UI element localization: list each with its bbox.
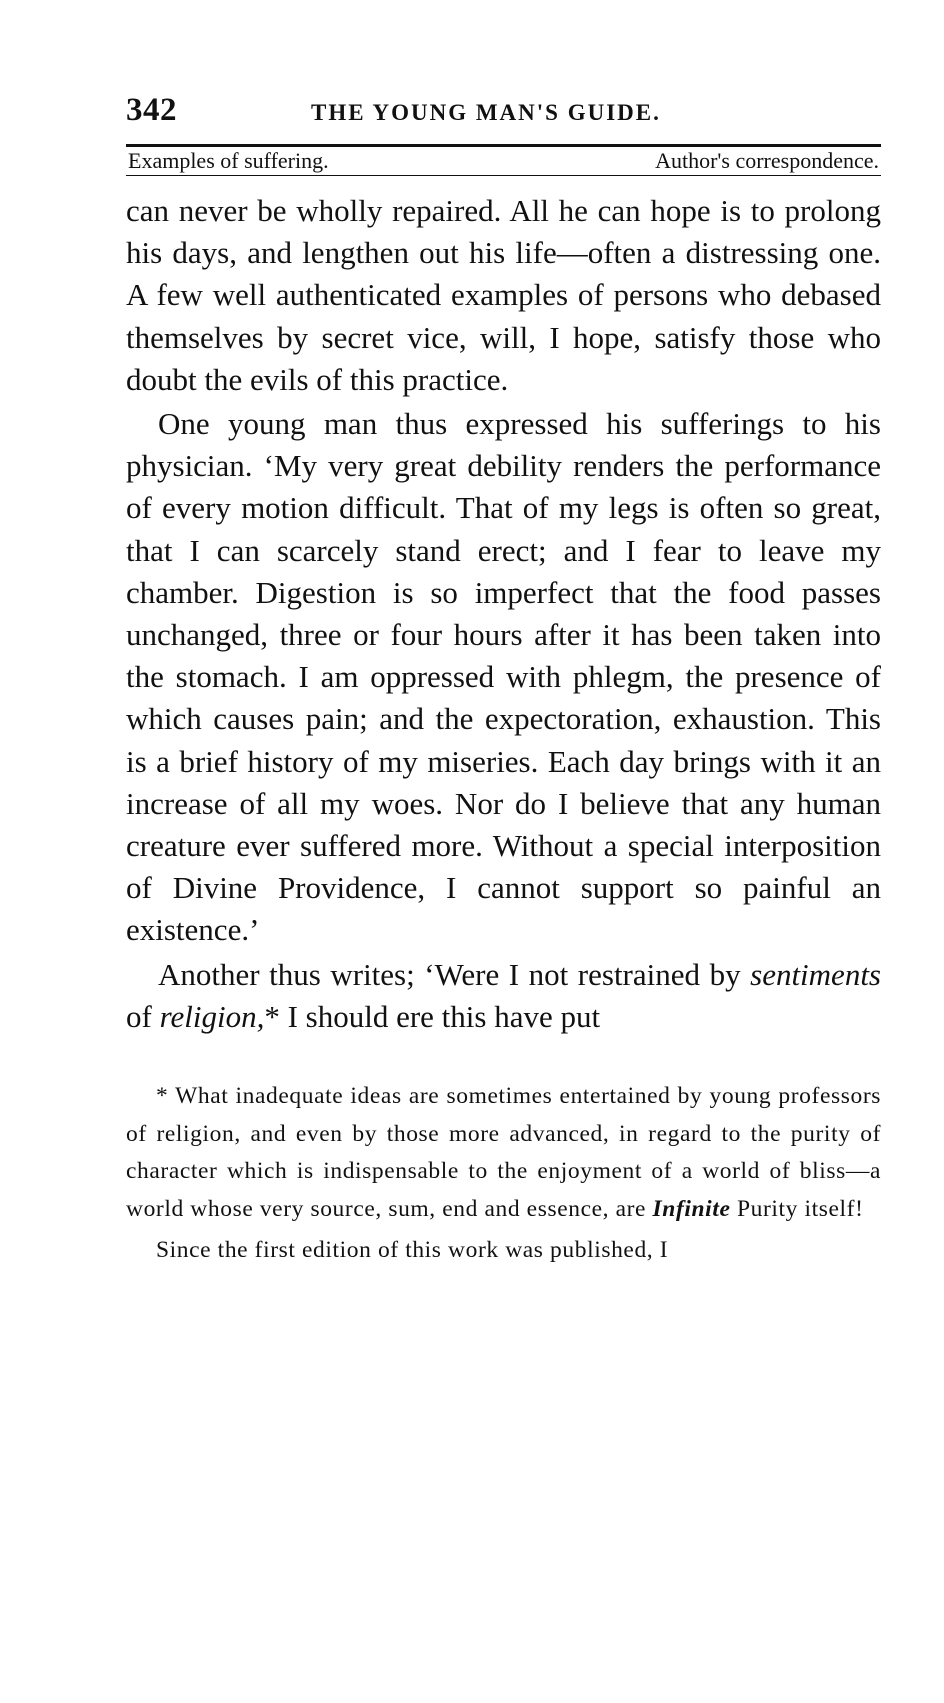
- subhead-left: Examples of suffering.: [128, 148, 329, 173]
- subhead-rule: [126, 175, 881, 176]
- paragraph-3-start: Another thus writes; ‘Were I not restrained by: [158, 956, 751, 992]
- emphasis-religion: religion,: [159, 998, 265, 1034]
- page-number: 342: [126, 92, 177, 128]
- body-text: [126, 190, 881, 1038]
- footnote-1-start: * What inadequate ideas are sometimes entertained by young professors of religion, and even by those more advanced, in regard to the purity of character which is indispensable to the enjoyment of a world of bliss—a world whose very source, sum, end and essence, are: [126, 1083, 881, 1222]
- footnote-1: [126, 1078, 881, 1228]
- paragraph-3: [126, 954, 881, 1038]
- running-head: [126, 92, 881, 134]
- footnotes: [126, 1078, 881, 1270]
- paragraph-3-mid: of: [126, 998, 160, 1034]
- emphasis-infinite: Infinite: [652, 1195, 731, 1222]
- running-title: THE YOUNG MAN'S GUIDE.: [311, 100, 661, 125]
- footnote-2: Since the first edition of this work was published, I: [156, 1237, 669, 1264]
- paragraph-2: One young man thus expressed his sufferings to his physician. ‘My very great debility renders the performance of every motion difficult. That of my legs is often so great, that I can scarcely stand erect; and I fear to leave my chamber. Digestion is so imperfect that the food passes unchanged, three or four hours after it has been taken into the stomach. I am oppressed with phlegm, the presence of which causes pain; and the expectoration, exhaustion. This is a brief history of my miseries. Each day brings with it an increase of all my woes. Nor do I believe that any human creature ever suffered more. Without a special interposition of Divine Providence, I cannot support so painful an existence.’: [126, 406, 881, 948]
- paragraph-3-end: * I should ere this have put: [264, 998, 601, 1034]
- subhead-right: Author's correspondence.: [655, 148, 879, 173]
- paragraph-1: can never be wholly repaired. All he can hope is to prolong his days, and lengthen out his life—often a distressing one. A few well authenticated examples of persons who debased themselves by secret vice, will, I hope, satisfy those who doubt the evils of this practice.: [126, 193, 881, 397]
- footnote-1-end: Purity itself!: [730, 1195, 864, 1222]
- book-page: [126, 92, 881, 1270]
- emphasis-sentiments: sentiments: [750, 956, 881, 992]
- section-subheads: [126, 147, 881, 175]
